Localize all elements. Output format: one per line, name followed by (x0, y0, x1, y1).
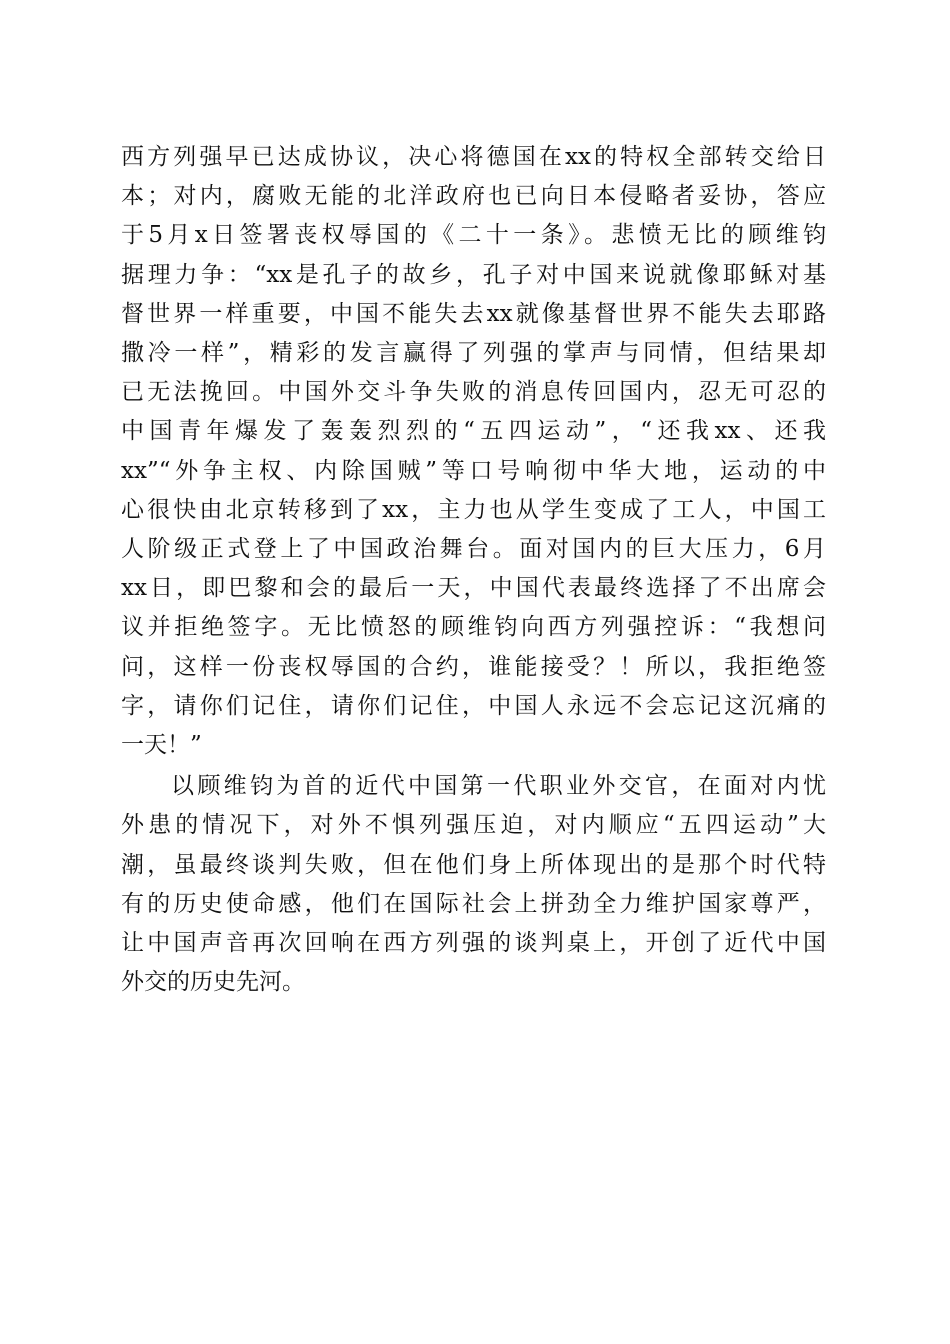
paragraph-line: 以顾维钧为首的近代中国第一代职业外交官，在面对内忧 (171, 773, 826, 800)
paragraph-line: xx日，即巴黎和会的最后一天，中国代表最终选择了不出席会 (121, 575, 826, 602)
paragraph-line: 字，请你们记住，请你们记住，中国人永远不会忘记这沉痛的 (121, 692, 826, 719)
paragraph-line: 本；对内，腐败无能的北洋政府也已向日本侵略者妥协，答应 (121, 183, 826, 210)
paragraph-line: 督世界一样重要，中国不能失去xx就像基督世界不能失去耶路 (121, 300, 826, 327)
paragraph-line: 于5月x日签署丧权辱国的《二十一条》。悲愤无比的顾维钧 (121, 222, 826, 249)
paragraph-line: 西方列强早已达成协议，决心将德国在xx的特权全部转交给日 (121, 144, 826, 170)
document-body (121, 138, 826, 1002)
paragraph-line: 人阶级正式登上了中国政治舞台。面对国内的巨大压力，6月 (121, 536, 826, 563)
paragraph-2 (121, 767, 826, 1002)
paragraph-line: 议并拒绝签字。无比愤怒的顾维钧向西方列强控诉：“我想问 (121, 614, 826, 641)
paragraph-line: 撒冷一样”，精彩的发言赢得了列强的掌声与同情，但结果却 (121, 340, 826, 367)
paragraph-line: 有的历史使命感，他们在国际社会上拼劲全力维护国家尊严， (121, 890, 826, 917)
paragraph-line: 心很快由北京转移到了xx，主力也从学生变成了工人，中国工 (121, 496, 826, 523)
paragraph-line: 潮，虽最终谈判失败，但在他们身上所体现出的是那个时代特 (121, 851, 826, 878)
paragraph-line: 外交的历史先河。 (121, 969, 305, 996)
paragraph-line: xx”“外争主权、内除国贼”等口号响彻中华大地，运动的中 (121, 457, 826, 484)
paragraph-line: 据理力争：“xx是孔子的故乡，孔子对中国来说就像耶稣对基 (121, 261, 826, 288)
paragraph-line: 让中国声音再次回响在西方列强的谈判桌上，开创了近代中国 (121, 930, 826, 957)
paragraph-line: 中国青年爆发了轰轰烈烈的“五四运动”，“还我xx、还我 (121, 418, 826, 445)
paragraph-line: 问，这样一份丧权辱国的合约，谁能接受？！所以，我拒绝签 (121, 653, 826, 680)
paragraph-line: 已无法挽回。中国外交斗争失败的消息传回国内，忍无可忍的 (121, 379, 826, 406)
paragraph-line: 一天！” (121, 732, 202, 759)
paragraph-1 (121, 138, 826, 765)
paragraph-line: 外患的情况下，对外不惧列强压迫，对内顺应“五四运动”大 (121, 812, 826, 839)
